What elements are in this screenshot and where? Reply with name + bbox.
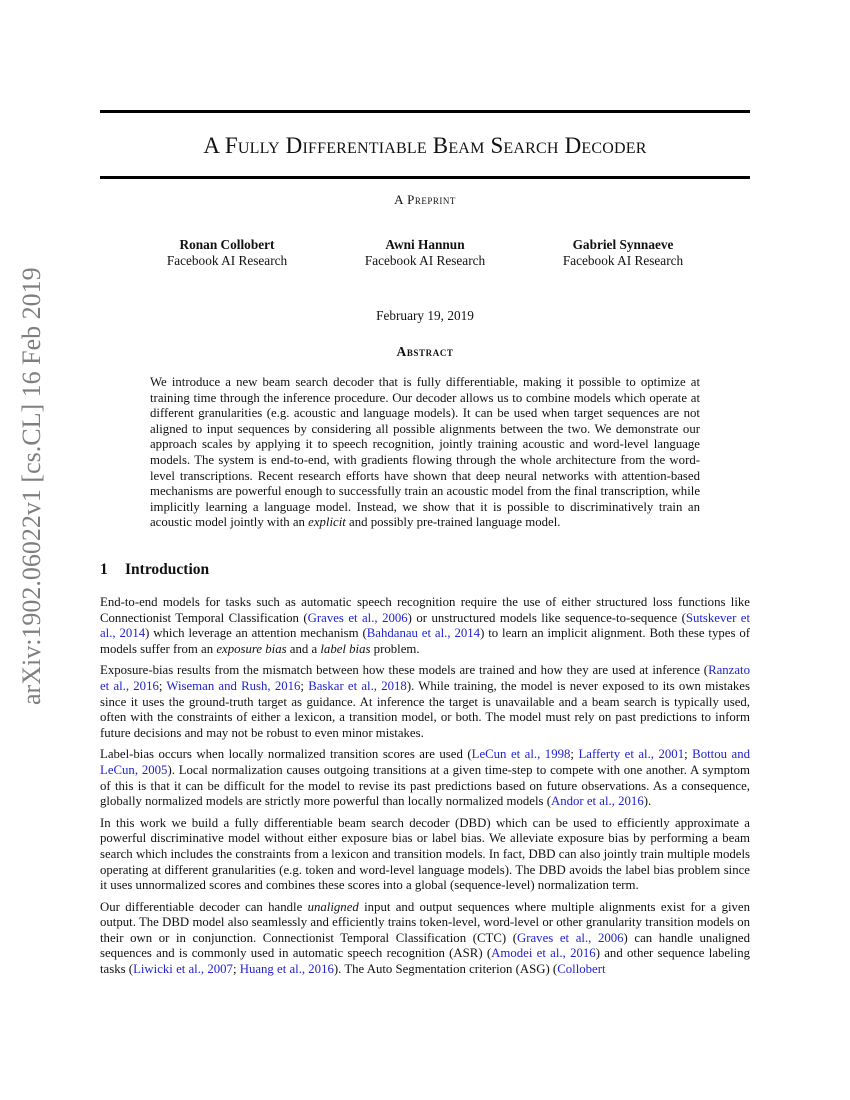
abstract-heading: Abstract — [396, 344, 454, 359]
section-number: 1 — [100, 561, 108, 578]
citation-link[interactable]: Ranzato et al., 2016 — [100, 663, 750, 693]
citation-link[interactable]: Bottou and LeCun, 2005 — [100, 747, 750, 777]
author-name: Awni Hannun — [385, 237, 465, 252]
emphasis-text: unaligned — [307, 899, 359, 914]
section-body — [100, 595, 750, 984]
citation-link[interactable]: Bahdanau et al., 2014 — [366, 626, 481, 641]
citation-link[interactable]: Andor et al., 2016 — [550, 794, 644, 809]
paragraph: Label-bias occurs when locally normalized transition scores are used (LeCun et al., 1998; Lafferty et al., 2001; Bottou and LeCun, 2005). Local normalization causes outgoing transitions at a given time-step to compete with one another. A symptom of this is that it can be difficult for the model to revise its past predictions based on future observations. As a consequence, globally normalized models are strictly more powerful than locally normalized models (Andor et al., 2016). — [100, 747, 750, 809]
author-3 — [523, 237, 723, 269]
citation-link[interactable]: Amodei et al., 2016 — [491, 946, 596, 961]
title-top-rule — [100, 110, 750, 113]
author-name: Gabriel Synnaeve — [572, 237, 674, 252]
paragraph: Exposure-bias results from the mismatch between how these models are trained and how they are used at inference (Ranzato et al., 2016; Wiseman and Rush, 2016; Baskar et al., 2018). While training, the model is never exposed to its own mistakes since it uses the ground-truth target as guidance. At inference the target is unavailable and a beam search is typically used, often with the constraints of either a lexicon, a transition model, or both. The model must rely on past predictions to inform future decisions and may not be robust to even minor mistakes. — [100, 663, 750, 740]
citation-link[interactable]: Sutskever et al., 2014 — [100, 610, 750, 641]
paper-title: A Fully Differentiable Beam Search Decoder — [203, 133, 647, 158]
author-affiliation: Facebook AI Research — [562, 253, 684, 268]
section-heading — [100, 561, 209, 579]
citation-link[interactable]: LeCun et al., 1998 — [471, 747, 571, 762]
abstract-body: We introduce a new beam search decoder that is fully differentiable, making it possible to optimize at training time through the inference procedure. Our decoder allows us to combine models which operate at different granularities (e.g. acoustic and language models). It can be used when target sequences are not aligned to input sequences by considering all possible alignments between the two. We demonstrate our approach scales by applying it to speech recognition, jointly training acoustic and word-level language models. The system is end-to-end, with gradients flowing through the whole architecture from the word-level transcriptions. Recent research efforts have shown that deep neural networks with attention-based mechanisms are powerful enough to successfully train an acoustic model from the final transcription, while implicitly learning a language model. Instead, we show that it is possible to discriminatively train an acoustic model jointly with an explicit and possibly pre-trained language model. — [150, 375, 700, 530]
preprint-label: A Preprint — [394, 192, 456, 207]
citation-link[interactable]: Liwicki et al., 2007 — [133, 962, 233, 977]
author-1 — [127, 237, 327, 269]
citation-link[interactable]: Graves et al., 2006 — [517, 930, 624, 945]
section-title: Introduction — [125, 561, 210, 578]
emphasis-text: exposure bias — [216, 641, 287, 656]
paragraph: Our differentiable decoder can handle unaligned input and output sequences where multiple alignments exist for a given output. The DBD model also seamlessly and efficiently trains token-level, word-level or other granularity transition models on their own or in conjunction. Connectionist Temporal Classification (CTC) (Graves et al., 2006) can handle unaligned sequences and is commonly used in automatic speech recognition (ASR) (Amodei et al., 2016) and other sequence labeling tasks (Liwicki et al., 2007; Huang et al., 2016). The Auto Segmentation criterion (ASG) (Collobert — [100, 899, 751, 977]
paper-date: February 19, 2019 — [376, 308, 474, 323]
arxiv-stamp: arXiv:1902.06022v1 [cs.CL] 16 Feb 2019 — [17, 267, 46, 705]
author-2 — [325, 237, 525, 269]
emphasis-text: explicit — [308, 515, 346, 530]
citation-link[interactable]: Collobert — [557, 962, 606, 977]
author-name: Ronan Collobert — [179, 237, 275, 252]
paragraph: End-to-end models for tasks such as automatic speech recognition require the use of either structured loss functions like Connectionist Temporal Classification (Graves et al., 2006) or unstructured models like sequence-to-sequence (Sutskever et al., 2014) which leverage an attention mechanism (Bahdanau et al., 2014) to learn an implicit alignment. Both these types of models suffer from an exposure bias and a label bias problem. — [100, 595, 750, 656]
citation-link[interactable]: Lafferty et al., 2001 — [578, 747, 685, 762]
author-affiliation: Facebook AI Research — [364, 253, 486, 268]
author-affiliation: Facebook AI Research — [166, 253, 288, 268]
citation-link[interactable]: Huang et al., 2016 — [239, 962, 334, 977]
title-bottom-rule — [100, 176, 750, 179]
citation-link[interactable]: Wiseman and Rush, 2016 — [166, 678, 301, 693]
citation-link[interactable]: Graves et al., 2006 — [307, 610, 408, 625]
paragraph: In this work we build a fully differentiable beam search decoder (DBD) which can be used to efficiently approximate a powerful discriminative model without either exposure bias or label bias. We alleviate exposure bias by performing a beam search which includes the constraints from a lexicon and transition models. In fact, DBD can also jointly train multiple models operating at different granularities (e.g. token and word-level language models). The DBD avoids the label bias problem since it uses unnormalized scores and combines these scores into a global (sequence-level) normalization term. — [100, 815, 750, 893]
citation-link[interactable]: Baskar et al., 2018 — [308, 678, 407, 693]
emphasis-text: label bias — [320, 641, 371, 656]
